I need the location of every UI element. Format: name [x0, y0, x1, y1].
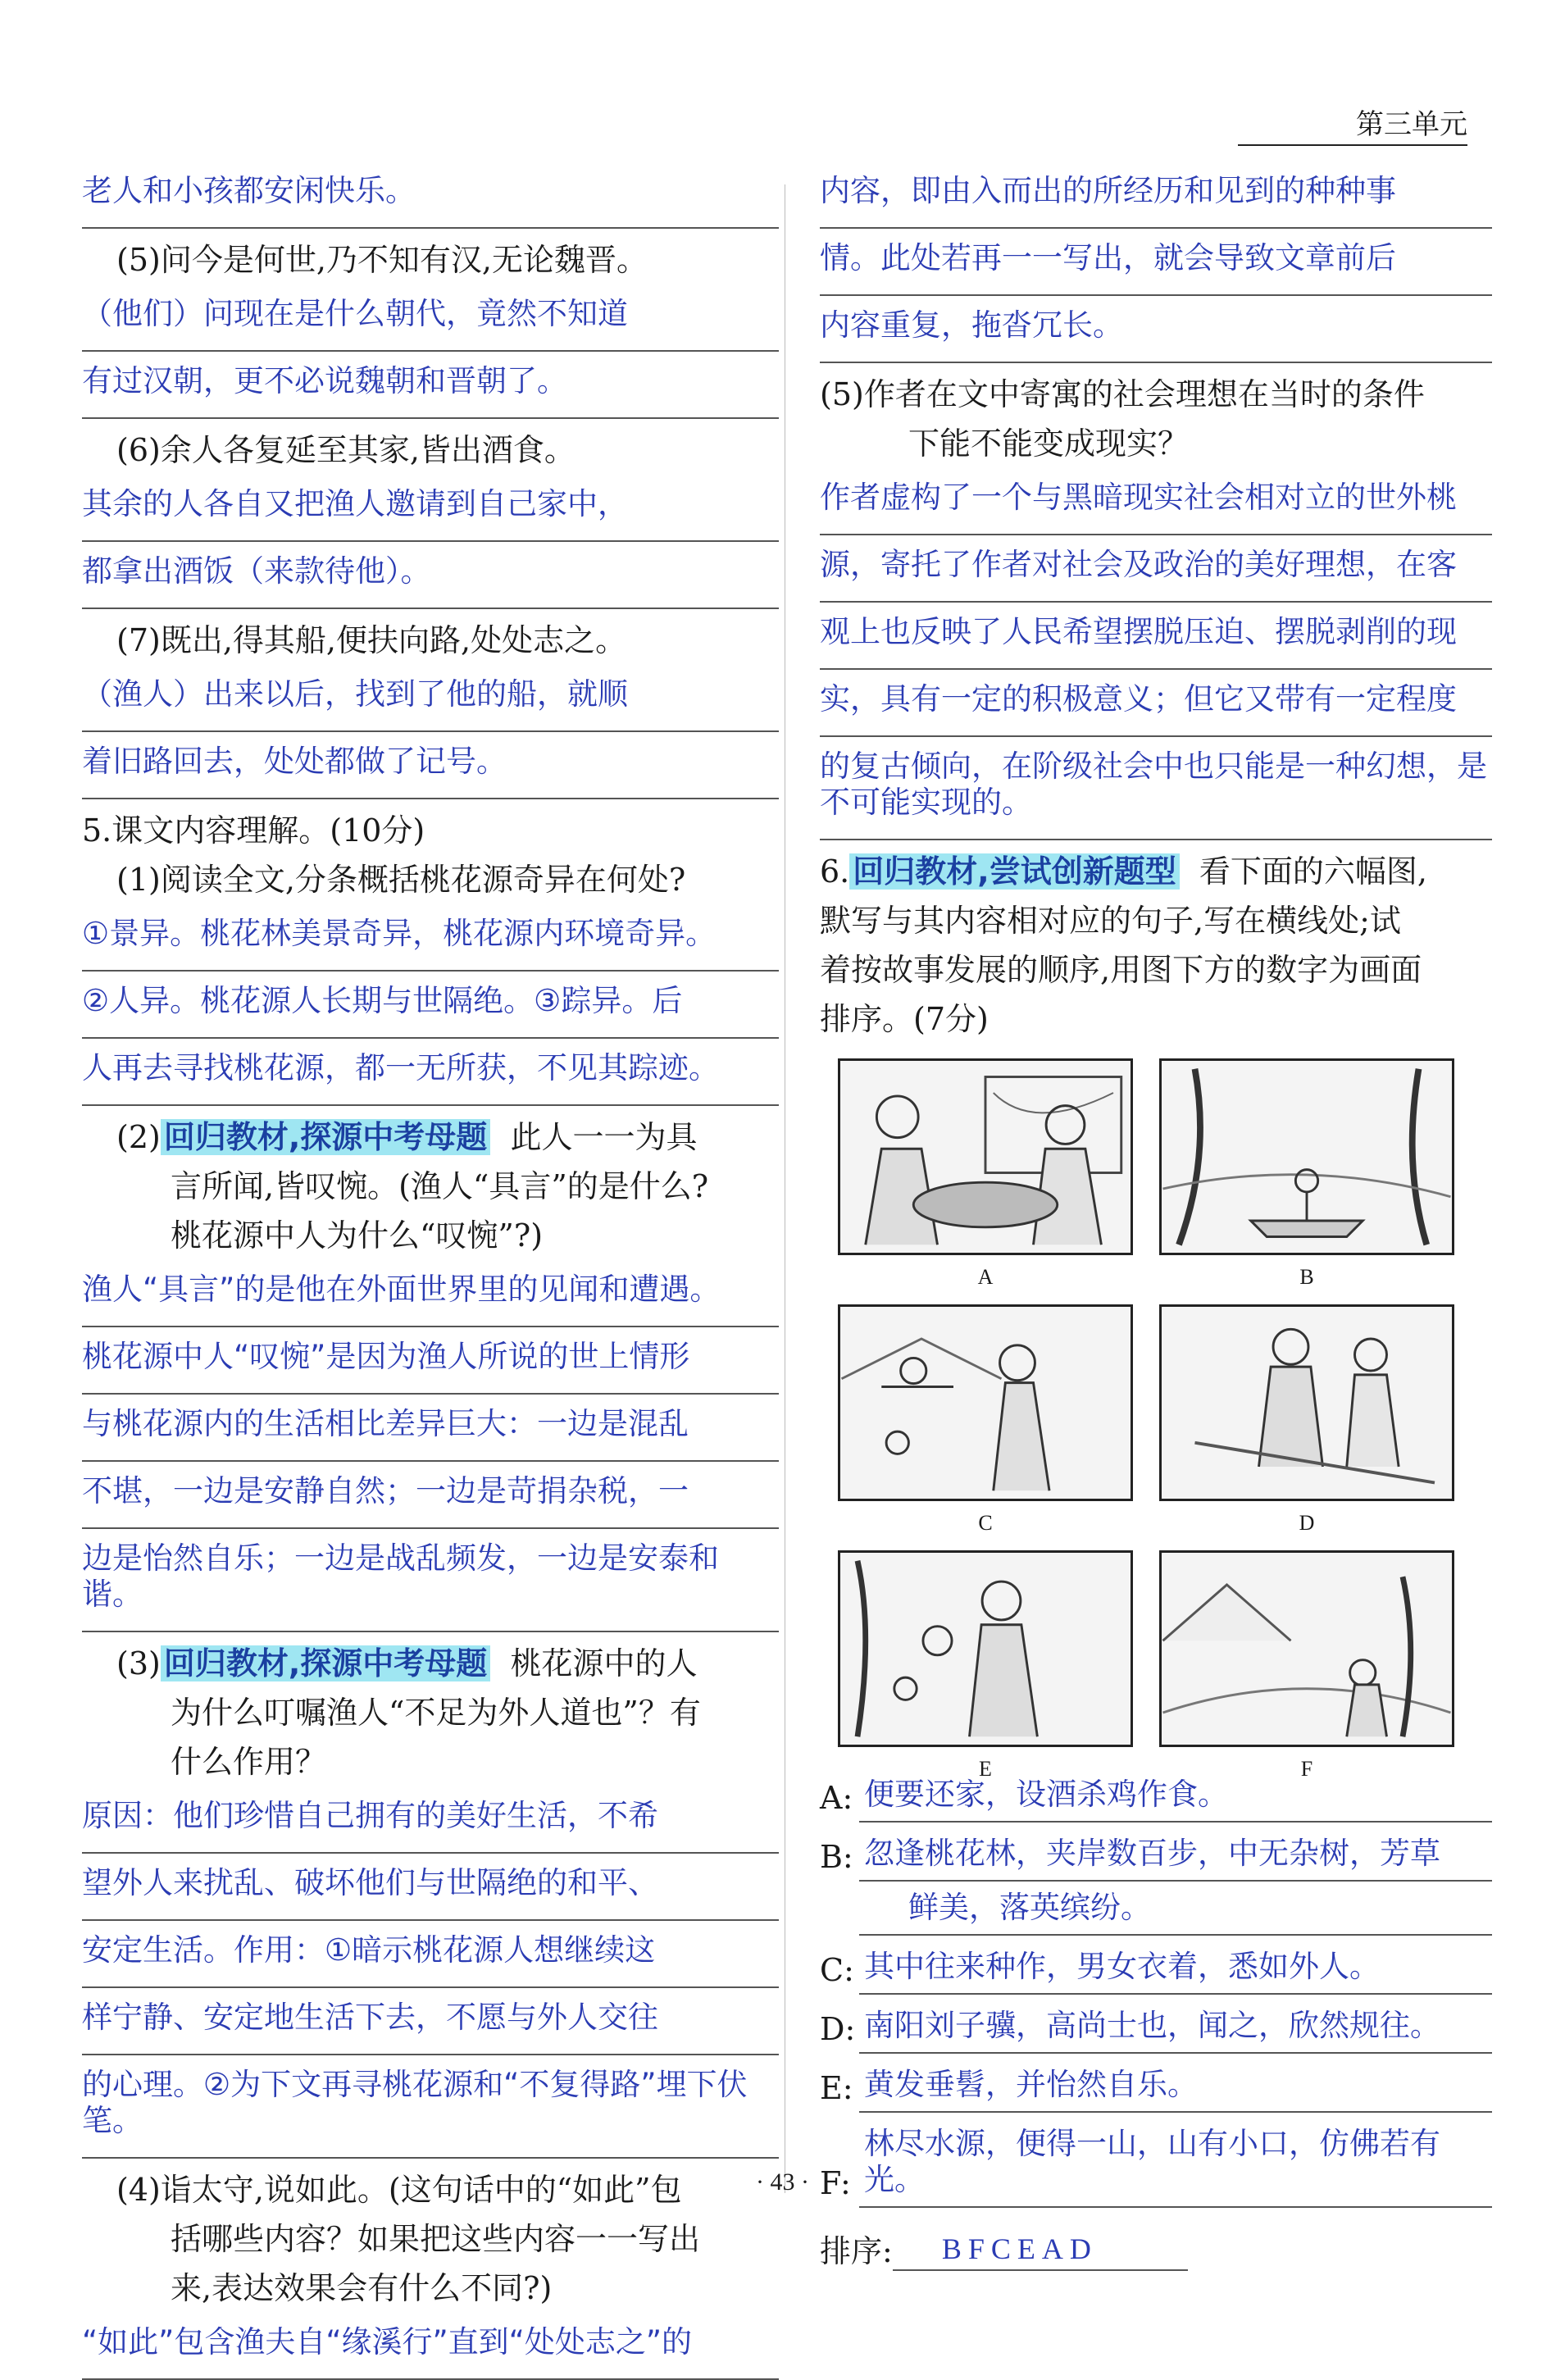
answer-line: 的心理。②为下文再寻桃花源和“不复得路”埋下伏笔。 [82, 2055, 779, 2159]
match-key: F: [820, 2165, 851, 2201]
match-answer: 南阳刘子骥，高尚士也，闻之，欣然规往。 [859, 2000, 1492, 2054]
answer-line: 有过汉朝，更不必说魏朝和晋朝了。 [82, 352, 779, 419]
match-answer: 林尽水源，便得一山，山有小口，仿佛若有光。 [859, 2118, 1492, 2208]
answer-line: 的复古倾向，在阶级社会中也只能是一种幻想，是不可能实现的。 [820, 737, 1492, 840]
order-row [820, 2226, 1492, 2271]
picture-caption: A [977, 1265, 994, 1289]
highlight-tag: 回归教材,尝试创新题型 [849, 853, 1179, 890]
answer-line: （他们）问现在是什么朝代，竟然不知道 [82, 284, 779, 352]
match-answer: 忽逢桃花林，夹岸数百步，中无杂树，芳草 [859, 1827, 1492, 1882]
match-key: B: [820, 1839, 853, 1875]
answer-line: 其余的人各自又把渔人邀请到自己家中， [82, 475, 779, 542]
picture-c-village-life-illustration [838, 1304, 1133, 1501]
answer-line: 望外人来扰乱、破坏他们与世隔绝的和平、 [82, 1854, 779, 1921]
answer-line: 着旧路回去，处处都做了记号。 [82, 732, 779, 799]
page-number: · 43 · [756, 2168, 809, 2196]
question-5-text: (5)问今是何世,乃不知有汉,无论魏晋。 [116, 242, 648, 278]
answer-line: 安定生活。作用：①暗示桃花源人想继续这 [82, 1921, 779, 1988]
section-5-q3-text [82, 1639, 779, 1688]
match-key: A: [820, 1780, 853, 1816]
picture-f-cave-entrance-illustration [1159, 1550, 1454, 1747]
question-line: 为什么叮嘱渔人“不足为外人道也”？有 [171, 1695, 701, 1731]
picture-caption: E [979, 1757, 992, 1781]
question-line: 括哪些内容？如果把这些内容一一写出 [171, 2221, 701, 2257]
answer-line: 边是怡然自乐；一边是战乱频发，一边是安泰和谐。 [82, 1529, 779, 1632]
question-line: 桃花源中人为什么“叹惋”?) [171, 1217, 544, 1254]
question-line: 排序。(7分) [820, 1001, 989, 1037]
answer-line: 老人和小孩都安闲快乐。 [82, 168, 779, 229]
question-number: (3) [116, 1645, 161, 1681]
answer-line: 实，具有一定的积极意义；但它又带有一定程度 [820, 670, 1492, 737]
section-5-q4-text: (4)诣太守,说如此。(这句话中的“如此”包 [116, 2172, 682, 2208]
question-number: 6. [820, 853, 850, 890]
answer-line: 内容，即由入而出的所经历和见到的种种事 [820, 168, 1492, 229]
picture-d-scholars-illustration [1159, 1304, 1454, 1501]
highlight-tag: 回归教材,探源中考母题 [161, 1119, 490, 1155]
order-label: 排序: [820, 2233, 893, 2269]
section-6-text [820, 847, 1492, 896]
question-line: 来,表达效果会有什么不同?) [171, 2270, 553, 2306]
question-line: 下能不能变成现实？ [908, 425, 1190, 462]
question-line: 此人一一为具 [510, 1119, 698, 1155]
question-6-text: (6)余人各复延至其家,皆出酒食。 [116, 432, 576, 468]
answer-line: 样宁静、安定地生活下去，不愿与外人交往 [82, 1988, 779, 2055]
answer-line: 观上也反映了人民希望摆脱压迫、摆脱剥削的现 [820, 603, 1492, 670]
answer-line: “如此”包含渔夫自“缘溪行”直到“处处志之”的 [82, 2313, 779, 2380]
question-line: 言所闻,皆叹惋。(渔人“具言”的是什么? [171, 1168, 709, 1204]
right-column [820, 168, 1492, 2271]
answer-line: 渔人“具言”的是他在外面世界里的见闻和遭遇。 [82, 1260, 779, 1327]
picture-a-dining-illustration [838, 1058, 1133, 1255]
answer-line: ②人异。桃花源人长期与世隔绝。③踪异。后 [82, 972, 779, 1039]
match-answer: 其中往来种作，男女衣着，悉如外人。 [859, 1941, 1492, 1995]
match-row-b [820, 1827, 1492, 1882]
section-5-q1-text: (1)阅读全文,分条概括桃花源奇异在何处? [116, 862, 686, 898]
question-number: (2) [116, 1119, 161, 1155]
unit-header: 第三单元 [1238, 108, 1467, 146]
match-row-d [820, 2000, 1492, 2054]
order-answer: BFCEAD [893, 2232, 1188, 2271]
answer-line: （渔人）出来以后，找到了他的船，就顺 [82, 665, 779, 732]
picture-caption: F [1300, 1757, 1313, 1781]
answer-line: 原因：他们珍惜自己拥有的美好生活，不希 [82, 1786, 779, 1854]
picture-e-elder-and-children-illustration [838, 1550, 1133, 1747]
right-q5-text: (5)作者在文中寄寓的社会理想在当时的条件 [820, 376, 1425, 412]
match-row-e [820, 2059, 1492, 2113]
question-7-text: (7)既出,得其船,便扶向路,处处志之。 [116, 622, 627, 658]
question-line: 默写与其内容相对应的句子,写在横线处;试 [820, 903, 1401, 939]
match-key: E: [820, 2070, 853, 2106]
section-5-title: 5.课文内容理解。(10分) [82, 812, 425, 849]
answer-line: 作者虚构了一个与黑暗现实社会相对立的世外桃 [820, 468, 1492, 535]
match-answer: 便要还家，设酒杀鸡作食。 [859, 1768, 1492, 1823]
picture-caption: B [1299, 1265, 1314, 1289]
left-column [82, 168, 779, 2380]
answer-line: 情。此处若再一一写出，就会导致文章前后 [820, 229, 1492, 296]
answer-line: 内容重复，拖沓冗长。 [820, 296, 1492, 363]
match-row-c [820, 1941, 1492, 1995]
match-answer: 黄发垂髫，并怡然自乐。 [859, 2059, 1492, 2113]
question-line: 着按故事发展的顺序,用图下方的数字为画面 [820, 952, 1422, 988]
section-5-q2-text [82, 1113, 779, 1162]
answer-line: 与桃花源内的生活相比差异巨大：一边是混乱 [82, 1395, 779, 1462]
picture-b-boat-peach-grove-illustration [1159, 1058, 1454, 1255]
highlight-tag: 回归教材,探源中考母题 [161, 1645, 490, 1681]
answer-line: ①景异。桃花林美景奇异，桃花源内环境奇异。 [82, 904, 779, 972]
answer-line: 都拿出酒饭（来款待他）。 [82, 542, 779, 609]
picture-caption: C [978, 1511, 993, 1535]
match-key: C: [820, 1952, 854, 1988]
picture-caption: D [1299, 1511, 1315, 1535]
answer-line: 人再去寻找桃花源，都一无所获，不见其踪迹。 [82, 1039, 779, 1106]
match-key: D: [820, 2011, 856, 2047]
match-answer-continued: 鲜美，落英缤纷。 [859, 1882, 1492, 1936]
story-pictures [838, 1058, 1461, 1781]
question-line: 什么作用？ [171, 1744, 327, 1780]
question-line: 桃花源中的人 [510, 1645, 698, 1681]
question-line: 看下面的六幅图, [1199, 853, 1427, 890]
answer-line: 不堪，一边是安静自然；一边是苛捐杂税，一 [82, 1462, 779, 1529]
answer-line: 桃花源中人“叹惋”是因为渔人所说的世上情形 [82, 1327, 779, 1395]
answer-line: 源，寄托了作者对社会及政治的美好理想，在客 [820, 535, 1492, 603]
